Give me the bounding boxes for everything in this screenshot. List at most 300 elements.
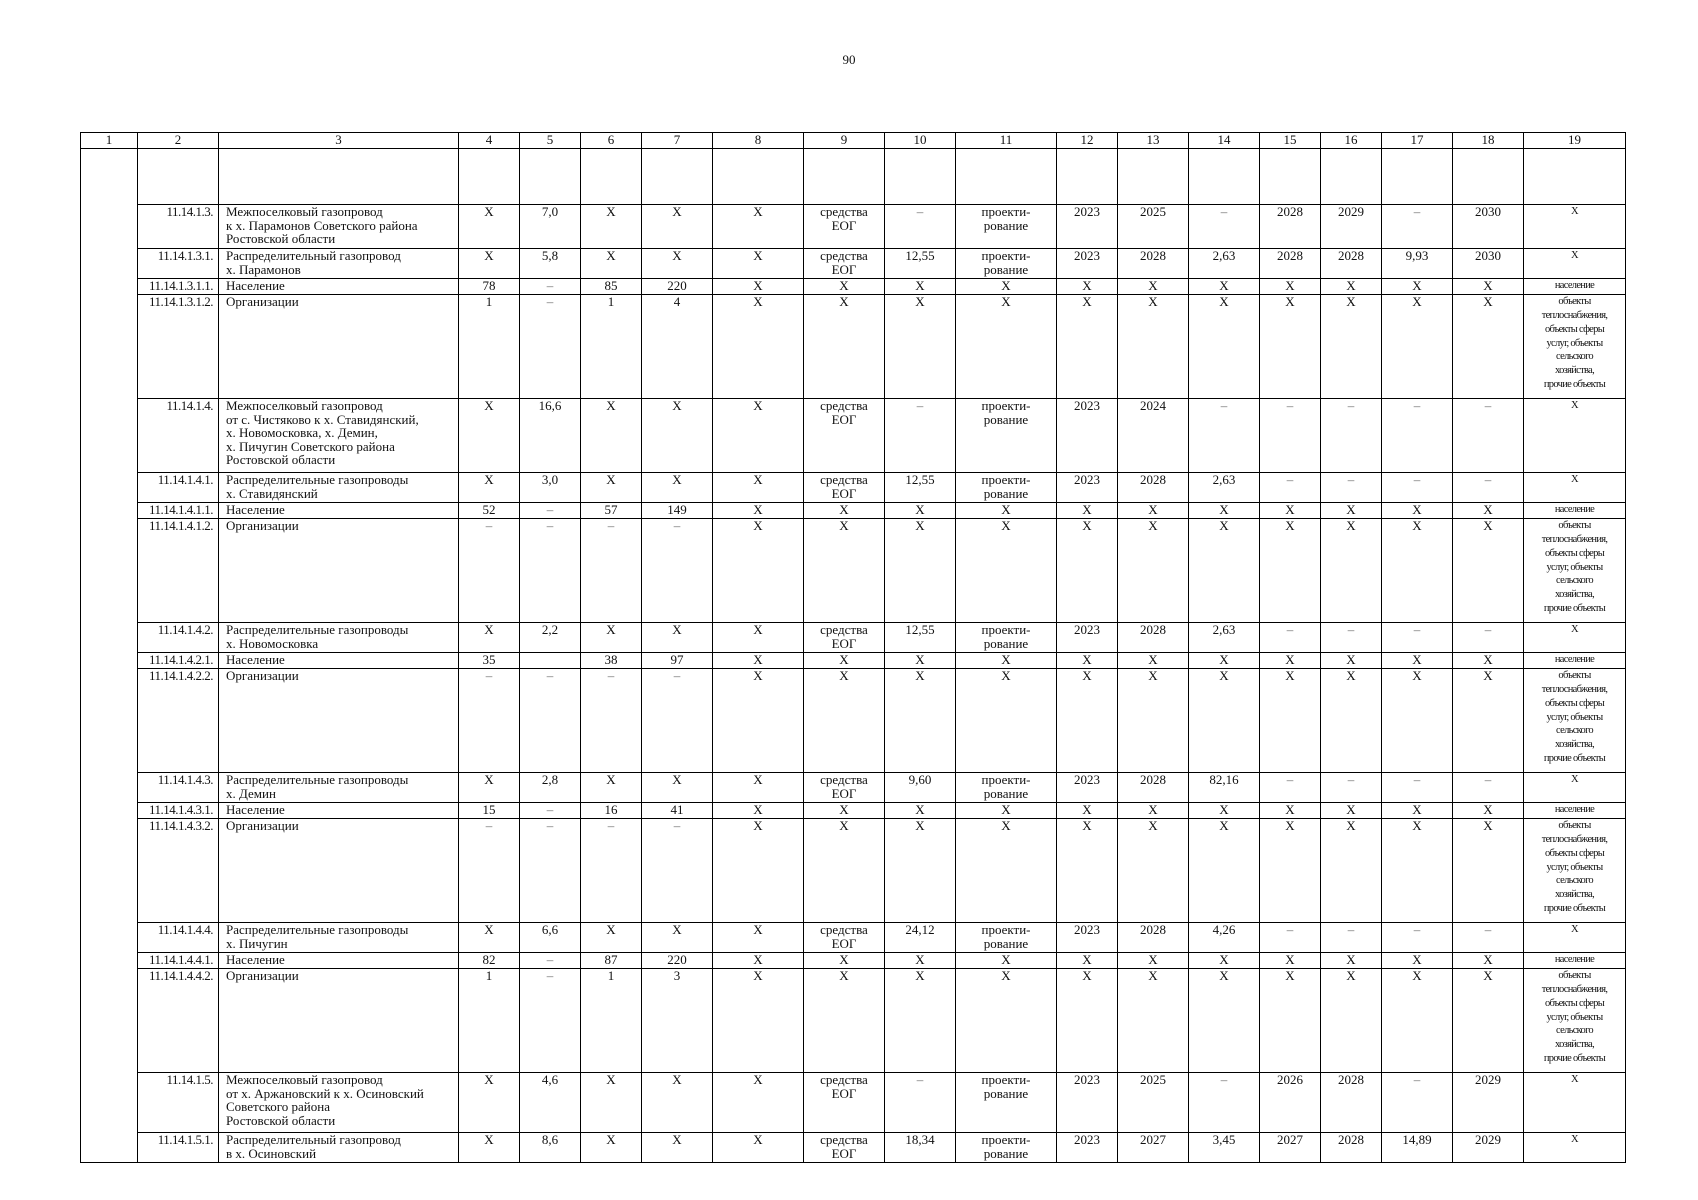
row-number: 11.14.1.4.1.1. [138, 503, 219, 519]
cell-col-10: Х [885, 669, 956, 773]
cell-col-5 [520, 653, 581, 669]
cell-col-15: 2026 [1260, 1073, 1321, 1133]
cell-col-13: Х [1118, 669, 1189, 773]
cell-col-6: Х [581, 773, 642, 803]
cell-col-1 [81, 653, 138, 669]
cell-col-19: население [1524, 803, 1626, 819]
cell-col-8: Х [713, 623, 804, 653]
cell-col-9: Х [804, 669, 885, 773]
row-number: 11.14.1.4.4.2. [138, 969, 219, 1073]
cell-col-18: – [1453, 473, 1524, 503]
cell-col-15: Х [1260, 953, 1321, 969]
cell-col-5: 2,8 [520, 773, 581, 803]
row-name: Организации [219, 519, 459, 623]
cell-col-16: – [1321, 473, 1382, 503]
cell-col-18: 2029 [1453, 1133, 1524, 1163]
header-col-4: 4 [459, 133, 520, 149]
cell-col-9: средства ЕОГ [804, 399, 885, 473]
cell-col-18: 2030 [1453, 205, 1524, 249]
cell-col-8: Х [713, 519, 804, 623]
cell-col-18: Х [1453, 669, 1524, 773]
cell-col-12: Х [1057, 969, 1118, 1073]
cell-col-16: Х [1321, 279, 1382, 295]
row-number: 11.14.1.4. [138, 399, 219, 473]
cell-col-8: Х [713, 473, 804, 503]
cell-col-9: средства ЕОГ [804, 923, 885, 953]
cell-col-19: объекты теплоснабжения, объекты сферы услуг, объекты сельского хозяйства, прочие объекты [1524, 295, 1626, 399]
table-row [81, 623, 1626, 653]
cell-col-4: Х [459, 1073, 520, 1133]
cell-col-11: проекти- рование [956, 473, 1057, 503]
cell-col-10: Х [885, 279, 956, 295]
cell-col-1 [81, 1133, 138, 1163]
cell-col-4: 78 [459, 279, 520, 295]
cell-col-5: 5,8 [520, 249, 581, 279]
cell-col-6: Х [581, 1073, 642, 1133]
cell-col-10: Х [885, 803, 956, 819]
cell-col-11: Х [956, 669, 1057, 773]
cell-col-14: 2,63 [1189, 473, 1260, 503]
cell-col-14: Х [1189, 953, 1260, 969]
row-number: 11.14.1.4.1. [138, 473, 219, 503]
cell-col-10: Х [885, 969, 956, 1073]
row-number: 11.14.1.3.1.2. [138, 295, 219, 399]
cell-col-19: Х [1524, 773, 1626, 803]
cell-col-17: Х [1382, 969, 1453, 1073]
cell-col-18: Х [1453, 295, 1524, 399]
cell-col-6: 1 [581, 969, 642, 1073]
header-col-11: 11 [956, 133, 1057, 149]
cell-col-8: Х [713, 1073, 804, 1133]
cell-col-9: Х [804, 953, 885, 969]
cell-col-19: Х [1524, 473, 1626, 503]
header-col-19: 19 [1524, 133, 1626, 149]
cell-col-4: 82 [459, 953, 520, 969]
cell-col-13: 2028 [1118, 249, 1189, 279]
cell-col-8: Х [713, 205, 804, 249]
row-name: Межпоселковый газопровод от х. Аржановский к х. Осиновский Советского района Ростовской области [219, 1073, 459, 1133]
cell-col-18: 2029 [1453, 1073, 1524, 1133]
row-number: 11.14.1.5.1. [138, 1133, 219, 1163]
cell-col-13: 2028 [1118, 923, 1189, 953]
table-row [81, 953, 1626, 969]
cell-col-10: 24,12 [885, 923, 956, 953]
cell-col-4: 52 [459, 503, 520, 519]
cell-col-14: Х [1189, 969, 1260, 1073]
table-row [81, 279, 1626, 295]
cell-col-5: 8,6 [520, 1133, 581, 1163]
cell-col-7: Х [642, 1073, 713, 1133]
cell-col-9: средства ЕОГ [804, 1133, 885, 1163]
cell-col-1 [81, 969, 138, 1073]
cell-col-7: 4 [642, 295, 713, 399]
cell-col-6: 1 [581, 295, 642, 399]
cell-col-5: 16,6 [520, 399, 581, 473]
cell-col-14 [1189, 149, 1260, 205]
cell-col-12: Х [1057, 653, 1118, 669]
table-row [81, 923, 1626, 953]
cell-col-6: – [581, 819, 642, 923]
cell-col-4: Х [459, 249, 520, 279]
cell-col-16: 2028 [1321, 249, 1382, 279]
cell-col-17: Х [1382, 519, 1453, 623]
cell-col-5: – [520, 953, 581, 969]
cell-col-11: Х [956, 653, 1057, 669]
cell-col-8: Х [713, 279, 804, 295]
row-name: Организации [219, 969, 459, 1073]
cell-col-17: Х [1382, 279, 1453, 295]
cell-col-10: Х [885, 295, 956, 399]
row-number: 11.14.1.4.2.2. [138, 669, 219, 773]
cell-col-9: Х [804, 503, 885, 519]
header-col-15: 15 [1260, 133, 1321, 149]
header-col-16: 16 [1321, 133, 1382, 149]
cell-col-14: Х [1189, 519, 1260, 623]
table-body [81, 149, 1626, 1163]
cell-col-19: население [1524, 653, 1626, 669]
cell-col-4: – [459, 519, 520, 623]
cell-col-17: 14,89 [1382, 1133, 1453, 1163]
cell-col-12: Х [1057, 519, 1118, 623]
cell-col-16: Х [1321, 969, 1382, 1073]
cell-col-11: Х [956, 969, 1057, 1073]
cell-col-8: Х [713, 953, 804, 969]
cell-col-17 [1382, 149, 1453, 205]
cell-col-18: – [1453, 923, 1524, 953]
cell-col-10: – [885, 399, 956, 473]
cell-col-12: 2023 [1057, 1133, 1118, 1163]
cell-col-17: – [1382, 205, 1453, 249]
cell-col-17: – [1382, 1073, 1453, 1133]
cell-col-4: – [459, 819, 520, 923]
cell-col-17: – [1382, 399, 1453, 473]
cell-col-9: средства ЕОГ [804, 623, 885, 653]
cell-col-6: – [581, 519, 642, 623]
cell-col-15: Х [1260, 819, 1321, 923]
cell-col-19: объекты теплоснабжения, объекты сферы услуг, объекты сельского хозяйства, прочие объекты [1524, 969, 1626, 1073]
cell-col-12: 2023 [1057, 1073, 1118, 1133]
cell-col-8: Х [713, 503, 804, 519]
header-col-6: 6 [581, 133, 642, 149]
cell-col-10: Х [885, 819, 956, 923]
cell-col-18: Х [1453, 279, 1524, 295]
cell-col-6: 57 [581, 503, 642, 519]
cell-col-18: Х [1453, 653, 1524, 669]
cell-col-11: проекти- рование [956, 249, 1057, 279]
cell-col-10: 9,60 [885, 773, 956, 803]
cell-col-19: Х [1524, 623, 1626, 653]
cell-col-14: Х [1189, 669, 1260, 773]
cell-col-13: Х [1118, 819, 1189, 923]
cell-col-1 [81, 923, 138, 953]
row-number: 11.14.1.4.1.2. [138, 519, 219, 623]
cell-col-12: 2023 [1057, 473, 1118, 503]
cell-col-19: объекты теплоснабжения, объекты сферы услуг, объекты сельского хозяйства, прочие объекты [1524, 819, 1626, 923]
cell-col-17: – [1382, 473, 1453, 503]
cell-col-8: Х [713, 399, 804, 473]
cell-col-5 [520, 149, 581, 205]
cell-col-10: 12,55 [885, 473, 956, 503]
cell-col-19: население [1524, 279, 1626, 295]
cell-col-11: Х [956, 295, 1057, 399]
cell-col-9: средства ЕОГ [804, 249, 885, 279]
cell-col-6: Х [581, 623, 642, 653]
cell-col-16: Х [1321, 819, 1382, 923]
cell-col-4: 35 [459, 653, 520, 669]
cell-col-19 [1524, 149, 1626, 205]
row-name: Межпоселковый газопровод от с. Чистяково к х. Ставидянский, х. Новомосковка, х. Демин, х. Пичугин Советского района Ростовской области [219, 399, 459, 473]
cell-col-14: 2,63 [1189, 249, 1260, 279]
cell-col-7: Х [642, 399, 713, 473]
cell-col-16: Х [1321, 803, 1382, 819]
cell-col-14: Х [1189, 803, 1260, 819]
row-name: Организации [219, 669, 459, 773]
cell-col-16 [1321, 149, 1382, 205]
cell-col-15: 2027 [1260, 1133, 1321, 1163]
cell-col-12: Х [1057, 279, 1118, 295]
table-row [81, 249, 1626, 279]
cell-col-6: Х [581, 249, 642, 279]
cell-col-7: 41 [642, 803, 713, 819]
cell-col-6: 38 [581, 653, 642, 669]
cell-col-18: Х [1453, 503, 1524, 519]
cell-col-4: Х [459, 623, 520, 653]
cell-col-5: – [520, 279, 581, 295]
cell-col-16: Х [1321, 503, 1382, 519]
row-name: Распределительный газопровод в х. Осиновский [219, 1133, 459, 1163]
cell-col-19: объекты теплоснабжения, объекты сферы услуг, объекты сельского хозяйства, прочие объекты [1524, 669, 1626, 773]
cell-col-6: Х [581, 473, 642, 503]
cell-col-13: Х [1118, 969, 1189, 1073]
header-col-8: 8 [713, 133, 804, 149]
cell-col-13: 2028 [1118, 623, 1189, 653]
cell-col-15: Х [1260, 969, 1321, 1073]
cell-col-7 [642, 149, 713, 205]
cell-col-1 [81, 205, 138, 249]
table-row [81, 519, 1626, 623]
cell-col-4: 1 [459, 969, 520, 1073]
cell-col-13: Х [1118, 803, 1189, 819]
row-number: 11.14.1.3. [138, 205, 219, 249]
cell-col-7: Х [642, 249, 713, 279]
cell-col-14: 2,63 [1189, 623, 1260, 653]
row-name: Распределительные газопроводы х. Новомосковка [219, 623, 459, 653]
cell-col-13: 2024 [1118, 399, 1189, 473]
cell-col-9: Х [804, 519, 885, 623]
cell-col-14: Х [1189, 503, 1260, 519]
cell-col-17: Х [1382, 295, 1453, 399]
cell-col-15: – [1260, 473, 1321, 503]
cell-col-16: – [1321, 623, 1382, 653]
table-row [81, 669, 1626, 773]
cell-col-8: Х [713, 669, 804, 773]
cell-col-15: Х [1260, 503, 1321, 519]
cell-col-19: Х [1524, 205, 1626, 249]
cell-col-1 [81, 503, 138, 519]
cell-col-9: Х [804, 803, 885, 819]
header-col-7: 7 [642, 133, 713, 149]
cell-col-14: Х [1189, 279, 1260, 295]
cell-col-4: 15 [459, 803, 520, 819]
table-row [81, 503, 1626, 519]
header-col-10: 10 [885, 133, 956, 149]
row-number: 11.14.1.3.1. [138, 249, 219, 279]
cell-col-8 [713, 149, 804, 205]
cell-col-18: – [1453, 399, 1524, 473]
cell-col-1 [81, 803, 138, 819]
cell-col-9: Х [804, 279, 885, 295]
cell-col-1 [81, 149, 138, 205]
cell-col-13: Х [1118, 279, 1189, 295]
cell-col-9: Х [804, 653, 885, 669]
cell-col-5: 2,2 [520, 623, 581, 653]
cell-col-18: Х [1453, 953, 1524, 969]
cell-col-9 [804, 149, 885, 205]
cell-col-14: 4,26 [1189, 923, 1260, 953]
cell-col-11: проекти- рование [956, 1133, 1057, 1163]
cell-col-19: объекты теплоснабжения, объекты сферы услуг, объекты сельского хозяйства, прочие объекты [1524, 519, 1626, 623]
header-col-3: 3 [219, 133, 459, 149]
cell-col-15: – [1260, 773, 1321, 803]
cell-col-1 [81, 819, 138, 923]
cell-col-4: Х [459, 1133, 520, 1163]
document-table [80, 132, 1626, 1163]
cell-col-19: Х [1524, 1133, 1626, 1163]
cell-col-6: Х [581, 923, 642, 953]
cell-col-9: средства ЕОГ [804, 1073, 885, 1133]
cell-col-19: Х [1524, 399, 1626, 473]
table-row [81, 205, 1626, 249]
table-row [81, 295, 1626, 399]
row-number: 11.14.1.4.3.2. [138, 819, 219, 923]
cell-col-6: 87 [581, 953, 642, 969]
cell-col-10: Х [885, 519, 956, 623]
cell-col-13: Х [1118, 295, 1189, 399]
cell-col-13: 2025 [1118, 1073, 1189, 1133]
cell-col-15: – [1260, 923, 1321, 953]
cell-col-9: Х [804, 819, 885, 923]
cell-col-9: средства ЕОГ [804, 773, 885, 803]
row-number: 11.14.1.4.2.1. [138, 653, 219, 669]
cell-col-10: 18,34 [885, 1133, 956, 1163]
cell-col-4: 1 [459, 295, 520, 399]
cell-col-7: 220 [642, 953, 713, 969]
cell-col-5: – [520, 969, 581, 1073]
cell-col-8: Х [713, 923, 804, 953]
cell-col-1 [81, 1073, 138, 1133]
row-name: Население [219, 953, 459, 969]
cell-col-19: Х [1524, 923, 1626, 953]
cell-col-16: – [1321, 399, 1382, 473]
cell-col-14: – [1189, 399, 1260, 473]
cell-col-11: Х [956, 279, 1057, 295]
cell-col-12: 2023 [1057, 249, 1118, 279]
cell-col-17: Х [1382, 803, 1453, 819]
cell-col-17: – [1382, 623, 1453, 653]
row-name: Население [219, 803, 459, 819]
row-number: 11.14.1.3.1.1. [138, 279, 219, 295]
row-name: Межпоселковый газопровод к х. Парамонов Советского района Ростовской области [219, 205, 459, 249]
cell-col-17: – [1382, 773, 1453, 803]
cell-col-12: Х [1057, 819, 1118, 923]
cell-col-13: 2027 [1118, 1133, 1189, 1163]
cell-col-14: Х [1189, 295, 1260, 399]
cell-col-4: Х [459, 399, 520, 473]
cell-col-18: – [1453, 623, 1524, 653]
cell-col-6 [581, 149, 642, 205]
table-row [81, 399, 1626, 473]
table-header [81, 133, 1626, 149]
cell-col-16: Х [1321, 653, 1382, 669]
row-name: Распределительные газопроводы х. Пичугин [219, 923, 459, 953]
cell-col-7: Х [642, 773, 713, 803]
cell-col-4: Х [459, 205, 520, 249]
cell-col-1 [81, 399, 138, 473]
header-col-12: 12 [1057, 133, 1118, 149]
cell-col-7: Х [642, 623, 713, 653]
cell-col-9: средства ЕОГ [804, 473, 885, 503]
cell-col-8: Х [713, 295, 804, 399]
cell-col-18: Х [1453, 519, 1524, 623]
cell-col-9: средства ЕОГ [804, 205, 885, 249]
cell-col-13: 2028 [1118, 773, 1189, 803]
cell-col-6: 16 [581, 803, 642, 819]
table-row [81, 149, 1626, 205]
cell-col-17: Х [1382, 953, 1453, 969]
cell-col-13: Х [1118, 653, 1189, 669]
row-number: 11.14.1.4.4. [138, 923, 219, 953]
cell-col-6: 85 [581, 279, 642, 295]
row-number: 11.14.1.4.3.1. [138, 803, 219, 819]
cell-col-12: 2023 [1057, 923, 1118, 953]
cell-col-15: Х [1260, 669, 1321, 773]
header-col-1: 1 [81, 133, 138, 149]
cell-col-17: Х [1382, 819, 1453, 923]
cell-col-11: проекти- рование [956, 399, 1057, 473]
cell-col-8: Х [713, 819, 804, 923]
cell-col-1 [81, 249, 138, 279]
cell-col-12: 2023 [1057, 773, 1118, 803]
cell-col-15: – [1260, 623, 1321, 653]
header-col-9: 9 [804, 133, 885, 149]
cell-col-7: – [642, 819, 713, 923]
cell-col-1 [81, 473, 138, 503]
cell-col-12: Х [1057, 803, 1118, 819]
cell-col-16: Х [1321, 953, 1382, 969]
cell-col-5: – [520, 803, 581, 819]
cell-col-10: Х [885, 953, 956, 969]
row-name: Распределительные газопроводы х. Демин [219, 773, 459, 803]
row-name [219, 149, 459, 205]
cell-col-9: Х [804, 295, 885, 399]
cell-col-17: Х [1382, 653, 1453, 669]
cell-col-4: Х [459, 773, 520, 803]
header-col-5: 5 [520, 133, 581, 149]
cell-col-11: проекти- рование [956, 1073, 1057, 1133]
cell-col-12 [1057, 149, 1118, 205]
cell-col-14: – [1189, 205, 1260, 249]
cell-col-7: 220 [642, 279, 713, 295]
cell-col-7: Х [642, 205, 713, 249]
page-number: 90 [842, 52, 856, 67]
cell-col-5: 3,0 [520, 473, 581, 503]
header-col-2: 2 [138, 133, 219, 149]
cell-col-11: проекти- рование [956, 773, 1057, 803]
cell-col-7: 149 [642, 503, 713, 519]
cell-col-16: Х [1321, 669, 1382, 773]
cell-col-14: Х [1189, 819, 1260, 923]
row-number [138, 149, 219, 205]
